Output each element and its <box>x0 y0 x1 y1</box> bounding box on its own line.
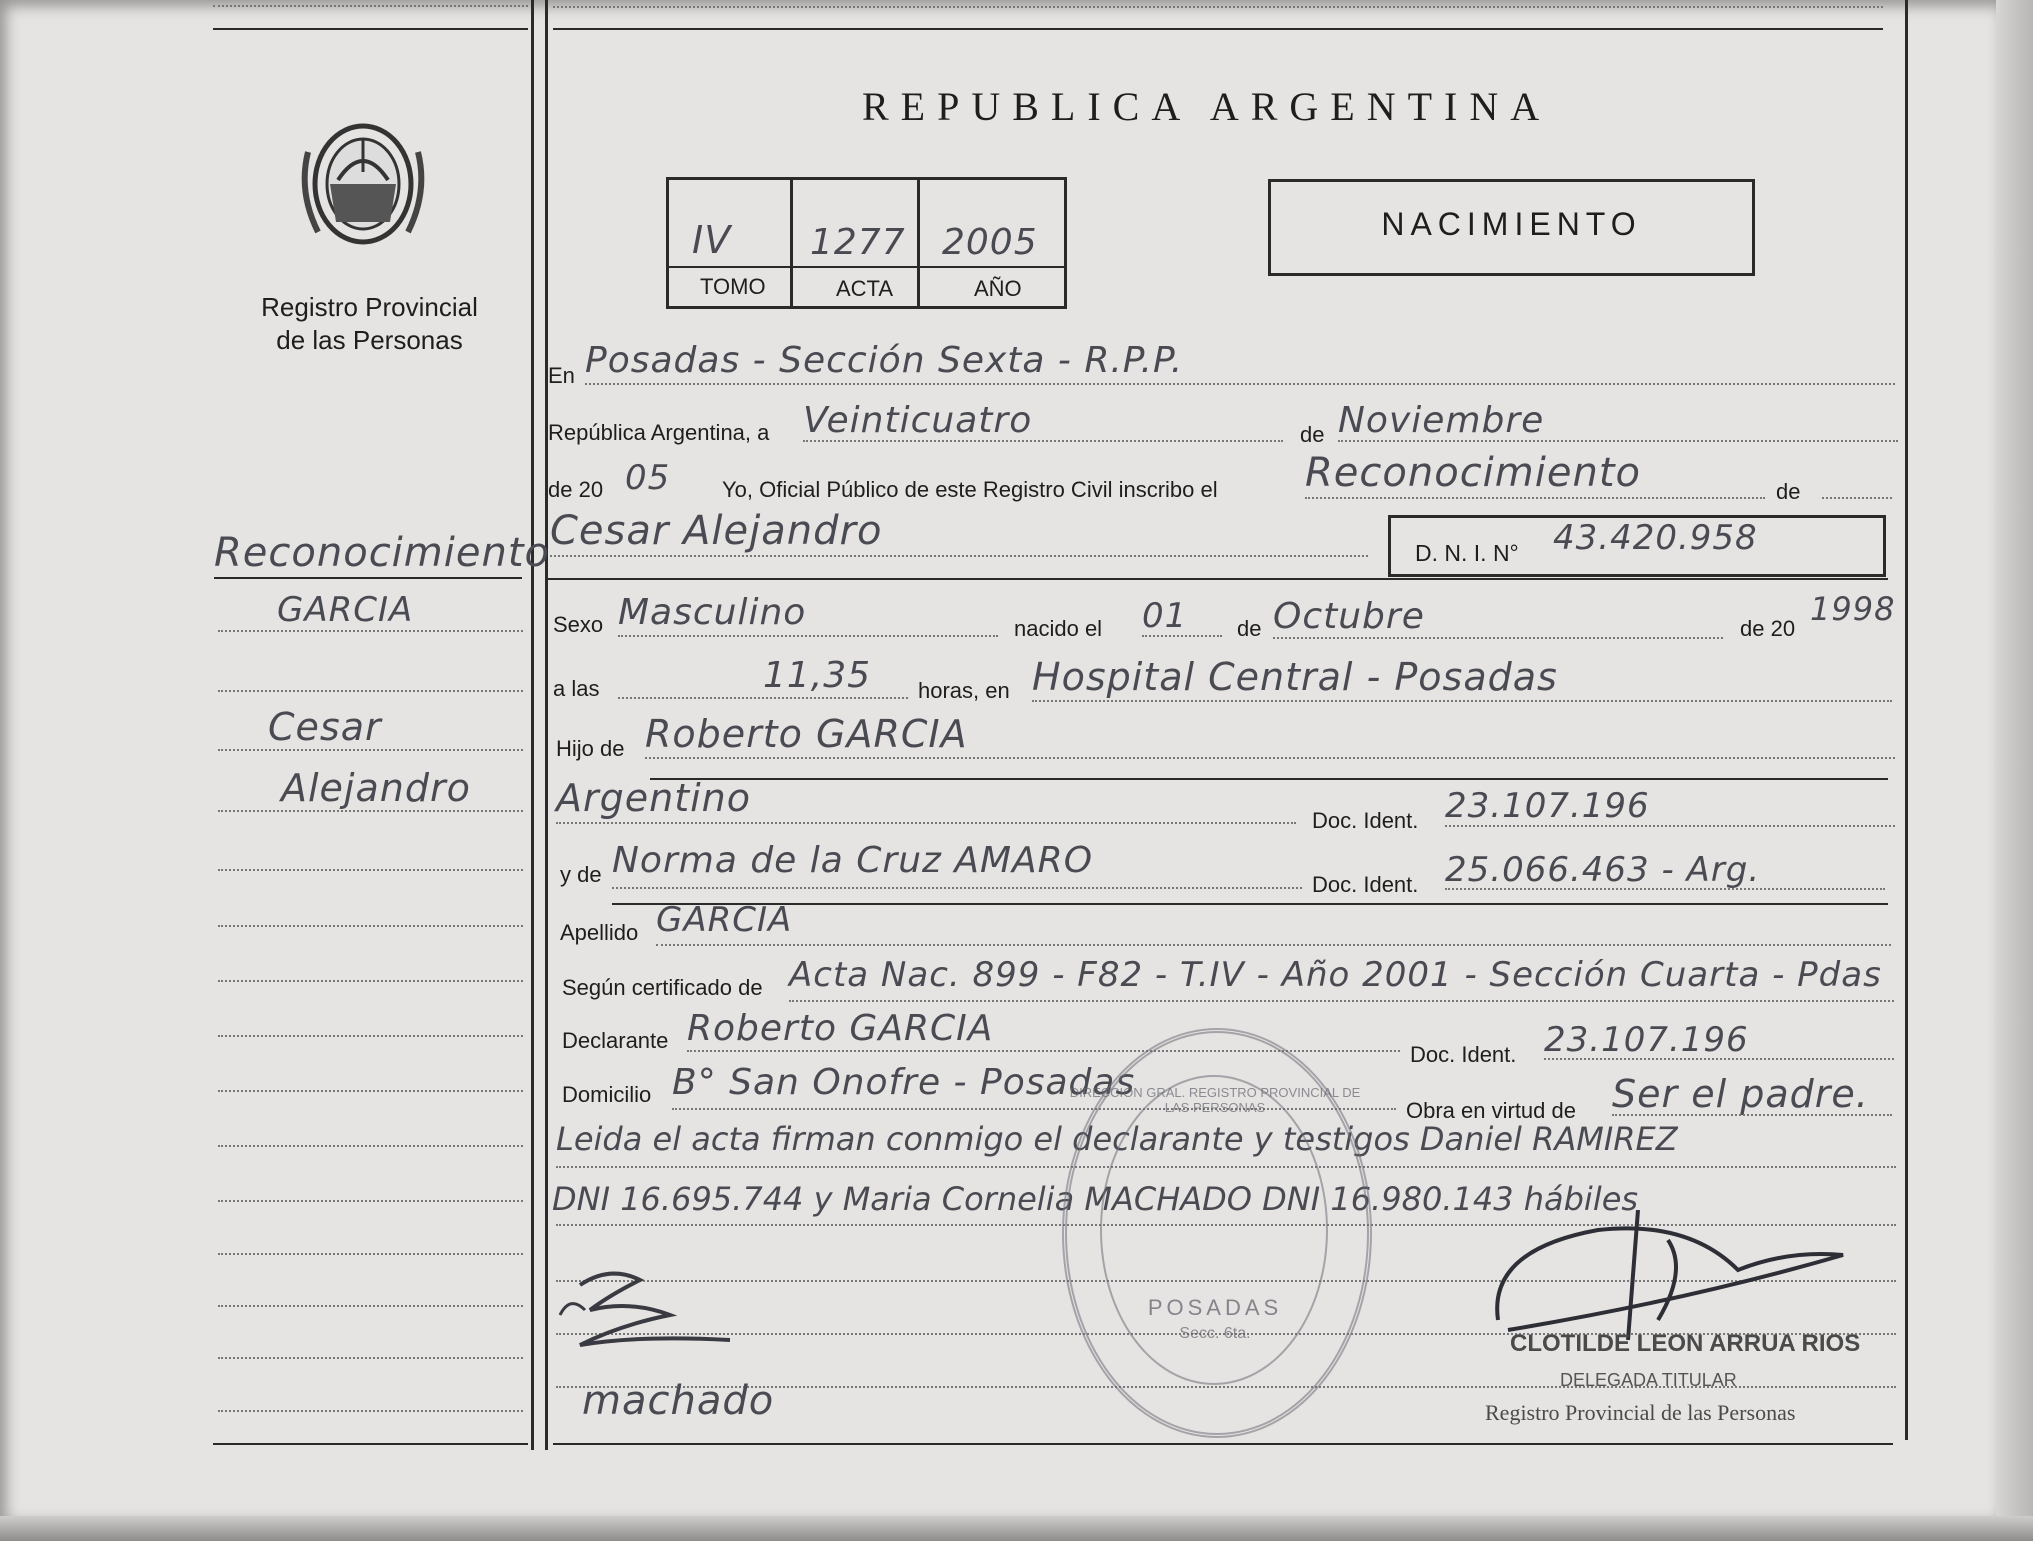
label-doc-ident-1: Doc. Ident. <box>1312 808 1419 833</box>
margin-line <box>218 925 523 927</box>
margin-line <box>218 1253 523 1255</box>
margin-line <box>218 869 523 871</box>
value-father: Roberto GARCIA <box>645 712 968 756</box>
label-segun: Según certificado de <box>562 975 763 1000</box>
tomo-value: IV <box>692 218 732 262</box>
anio-value: 2005 <box>942 222 1038 263</box>
row-line <box>612 887 1302 889</box>
value-sex: Masculino <box>618 592 807 633</box>
row-line <box>1544 1058 1894 1060</box>
value-birth-month: Octubre <box>1273 596 1425 637</box>
margin-surname: GARCIA <box>277 590 414 630</box>
value-by-virtue: Ser el padre. <box>1612 1072 1869 1116</box>
row-rule <box>612 903 1888 905</box>
row-line <box>550 555 1368 557</box>
row-line <box>1305 497 1765 499</box>
record-box-label-rule <box>666 266 1064 268</box>
margin-title: Reconocimiento <box>214 530 550 576</box>
witness-signature-name: machado <box>582 1378 775 1424</box>
margin-line <box>218 810 523 812</box>
left-column-rule <box>531 0 534 1450</box>
country-title: REPUBLICA ARGENTINA <box>862 84 1552 129</box>
margin-line <box>218 1200 523 1202</box>
row-line <box>1142 635 1222 637</box>
value-day: Veinticuatro <box>803 400 1033 441</box>
label-yo-oficial: Yo, Oficial Público de este Registro Civil inscribo el <box>722 477 1218 502</box>
stamp-center: POSADAS <box>1147 1295 1283 1320</box>
officer-org: Registro Provincial de las Personas <box>1485 1400 1796 1425</box>
top-dotted-left <box>213 5 528 7</box>
value-mother-doc: 25.066.463 - Arg. <box>1445 850 1761 890</box>
value-father-doc: 23.107.196 <box>1445 786 1650 826</box>
label-nacido: nacido el <box>1014 616 1103 641</box>
top-rule-right <box>553 28 1883 30</box>
officer-title: DELEGADA TITULAR <box>1560 1370 1737 1390</box>
label-y-de: y de <box>560 862 602 887</box>
value-birth-year: 1998 <box>1810 590 1896 628</box>
label-apellido: Apellido <box>560 920 639 945</box>
margin-bottom-rule <box>213 1443 528 1445</box>
label-de-end: de <box>1776 479 1801 504</box>
record-box-divider-2 <box>917 177 920 306</box>
row-line <box>1445 825 1895 827</box>
row-line <box>1822 497 1892 499</box>
row-line <box>618 697 908 699</box>
label-de: de <box>1300 422 1325 447</box>
top-rule-left <box>213 28 528 30</box>
margin-line <box>218 1410 523 1412</box>
margin-line <box>218 980 523 982</box>
value-hour: 11,35 <box>763 655 872 696</box>
value-declarant: Roberto GARCIA <box>687 1008 994 1049</box>
document-type: NACIMIENTO <box>1381 206 1642 242</box>
main-column-rule <box>545 0 548 1450</box>
witness-signature-icon <box>550 1255 750 1365</box>
right-margin-rule <box>1905 0 1908 1440</box>
value-surname: GARCIA <box>656 900 793 940</box>
row-line <box>1612 1114 1892 1116</box>
margin-title-rule <box>214 577 522 579</box>
label-doc-ident-2: Doc. Ident. <box>1312 872 1419 897</box>
value-declarant-doc: 23.107.196 <box>1544 1020 1749 1060</box>
page-right-edge <box>1996 0 2033 1541</box>
row-line <box>687 1050 1400 1052</box>
row-line <box>656 944 1891 946</box>
label-domicilio: Domicilio <box>562 1082 652 1107</box>
text-line-2: DNI 16.695.744 y Maria Cornelia MACHADO DNI 16.980.143 hábiles <box>552 1180 1639 1218</box>
row-line <box>1273 637 1723 639</box>
margin-line <box>218 1357 523 1359</box>
page-bottom-edge <box>0 1516 2033 1541</box>
stamp-ring-text: DIRECCION GRAL. REGISTRO PROVINCIAL DE LAS PERSONAS <box>1069 1085 1361 1115</box>
row-line <box>1445 888 1885 890</box>
acta-label: ACTA <box>836 276 894 301</box>
margin-line <box>218 690 523 692</box>
row-line <box>1338 440 1898 442</box>
value-mother: Norma de la Cruz AMARO <box>612 840 1094 881</box>
row-line <box>803 440 1283 442</box>
officer-signature-icon <box>1488 1210 1848 1350</box>
row-line <box>789 1000 1894 1002</box>
row-line <box>1032 700 1892 702</box>
margin-name1: Cesar <box>268 705 382 749</box>
margin-line <box>218 630 523 632</box>
label-republica: República Argentina, a <box>548 420 770 445</box>
label-horas: horas, en <box>918 678 1010 703</box>
value-given-name: Cesar Alejandro <box>550 508 883 554</box>
label-en: En <box>548 363 575 388</box>
label-doc-ident-3: Doc. Ident. <box>1410 1042 1517 1067</box>
tomo-label: TOMO <box>700 274 766 299</box>
value-certificate: Acta Nac. 899 - F82 - T.IV - Año 2001 - Sección Cuarta - Pdas <box>789 955 1882 995</box>
margin-line <box>218 749 523 751</box>
margin-line <box>218 1305 523 1307</box>
label-de20: de 20 <box>548 477 604 502</box>
value-act-type: Reconocimiento <box>1305 450 1641 496</box>
label-sexo: Sexo <box>553 612 604 637</box>
provincial-seal-icon <box>298 112 428 262</box>
row-line <box>618 635 998 637</box>
label-a-las: a las <box>553 676 600 701</box>
label-dni: D. N. I. N° <box>1415 540 1519 566</box>
anio-label: AÑO <box>974 276 1022 301</box>
registry-name-line1: Registro Provincial <box>261 292 478 322</box>
acta-value: 1277 <box>810 222 906 263</box>
margin-line <box>218 1035 523 1037</box>
label-de-mes: de <box>1237 616 1262 641</box>
value-place: Posadas - Sección Sexta - R.P.P. <box>585 340 1184 381</box>
registry-name-line2: de las Personas <box>276 325 463 355</box>
value-birth-place: Hospital Central - Posadas <box>1032 655 1558 699</box>
top-dotted-right <box>553 6 1883 8</box>
officer-name: CLOTILDE LEON ARRUA RIOS <box>1510 1330 1861 1357</box>
value-address: B° San Onofre - Posadas <box>672 1062 1136 1103</box>
margin-line <box>218 1145 523 1147</box>
value-year-suffix: 05 <box>625 458 671 498</box>
row-line <box>585 383 1895 385</box>
row-line <box>556 822 1296 824</box>
value-birth-day: 01 <box>1142 596 1188 636</box>
margin-line <box>218 1090 523 1092</box>
record-box-divider-1 <box>790 177 793 306</box>
section-rule <box>548 578 1888 580</box>
value-month: Noviembre <box>1338 400 1545 441</box>
value-dni: 43.420.958 <box>1553 518 1758 558</box>
text-line-1: Leida el acta firman conmigo el declarante y testigos Daniel RAMIREZ <box>556 1120 1678 1158</box>
value-father-nationality: Argentino <box>556 776 751 820</box>
margin-name2: Alejandro <box>281 766 471 810</box>
bottom-rule <box>553 1443 1893 1445</box>
label-hijo-de: Hijo de <box>556 736 625 761</box>
label-declarante: Declarante <box>562 1028 669 1053</box>
label-obra: Obra en virtud de <box>1406 1098 1576 1123</box>
row-rule <box>650 778 1888 780</box>
label-de20b: de 20 <box>1740 616 1796 641</box>
stamp-sub: Secc. 6ta. <box>1179 1325 1251 1342</box>
row-line <box>645 757 1895 759</box>
